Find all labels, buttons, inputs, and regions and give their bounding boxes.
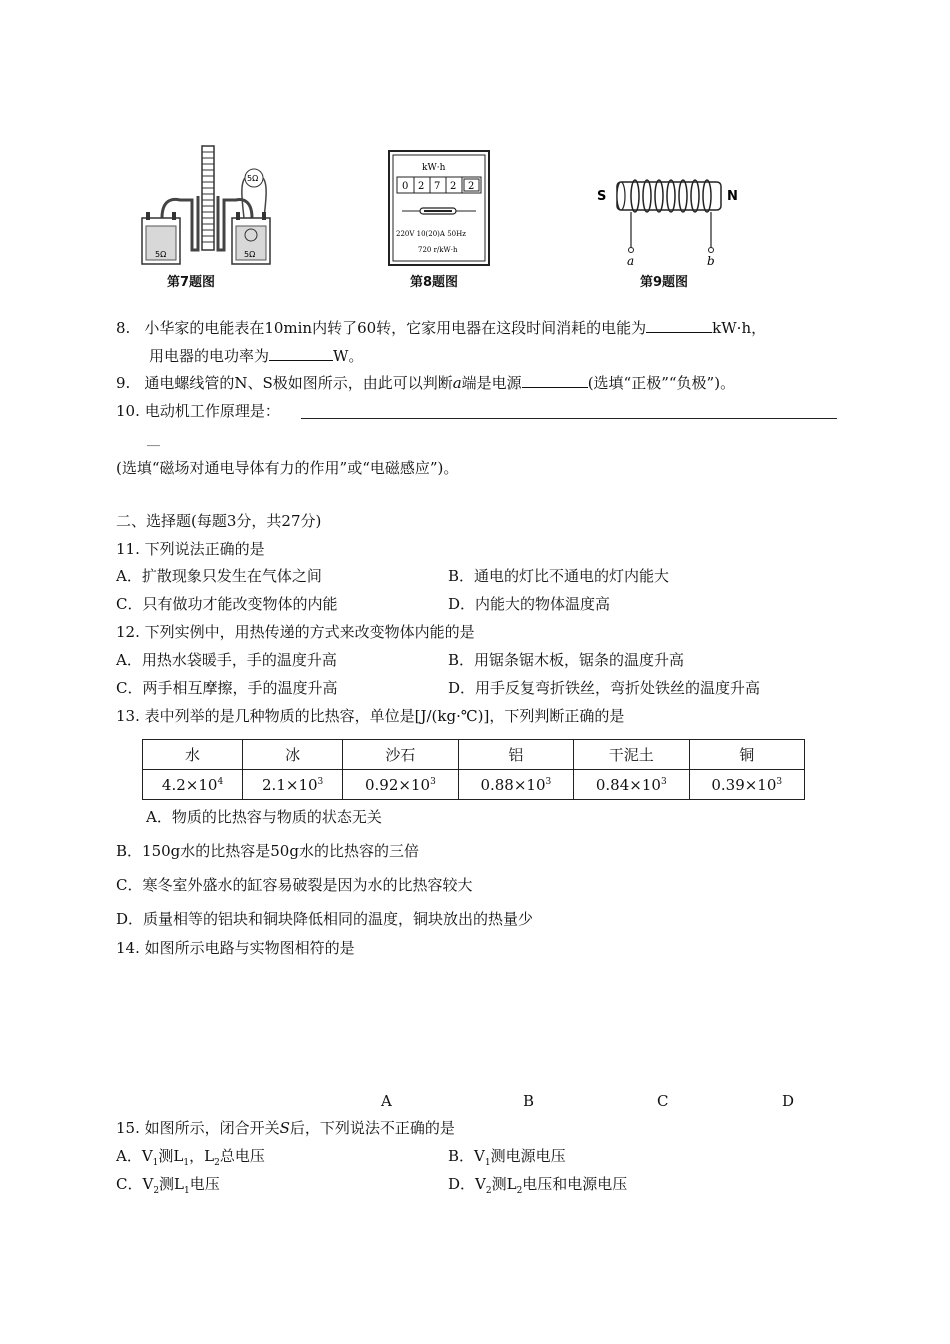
q14-label-a[interactable]: A <box>381 1092 392 1110</box>
table-header-cell: 干泥土 <box>574 740 689 770</box>
pole-s-label: S <box>597 189 607 204</box>
table-header-cell: 冰 <box>243 740 343 770</box>
q8-unit-kwh: kW·h， <box>712 319 767 337</box>
q10-number: 10. <box>116 402 140 420</box>
q13-option-b[interactable]: B．150g水的比热容是50g水的比热容的三倍 <box>116 842 419 860</box>
text-part: ，L <box>189 1147 215 1165</box>
text-part: 测L <box>159 1175 185 1193</box>
q13-option-a[interactable]: A．物质的比热容与物质的状态无关 <box>146 808 382 826</box>
text-part: 电压 <box>189 1175 220 1193</box>
meter-spec-line1: 220V 10(20)A 50Hz <box>396 230 466 238</box>
q9-number: 9. <box>116 374 131 392</box>
table-cell <box>458 770 573 800</box>
meter-unit: kW·h <box>422 163 446 173</box>
value-exponent: 3 <box>776 776 783 787</box>
table-header-row <box>143 740 805 770</box>
q9-blank[interactable] <box>522 373 588 388</box>
q9-text-a: 通电螺线管的N、S极如图所示，由此可以判断 <box>144 374 453 392</box>
meter-digit-1: 0 <box>402 181 409 192</box>
figure-7-caption: 第7题图 <box>167 275 216 290</box>
text-part: 电压和电源电压 <box>522 1175 628 1193</box>
table-header-cell: 水 <box>143 740 243 770</box>
value-base: 2.1×10 <box>262 775 318 794</box>
q8-text-b: 用电器的电功率为 <box>149 347 270 365</box>
text-part: C．V <box>116 1175 154 1193</box>
q8-text-a: 小华家的电能表在10min内转了60转，它家用电器在这段时间消耗的电能为 <box>144 319 647 337</box>
resistor-label-top: 5Ω <box>247 174 259 183</box>
figure-7 <box>132 140 282 268</box>
meter-digit-2: 2 <box>418 181 425 192</box>
value-exponent: 3 <box>317 776 324 787</box>
q9-hint: (选填“正极”“负极”)。 <box>587 374 736 392</box>
q15-stem <box>116 1118 455 1138</box>
value-base: 4.2×10 <box>161 775 218 794</box>
q8-unit-w: W。 <box>333 347 364 365</box>
text-part: 测L <box>158 1147 184 1165</box>
table-cell <box>574 770 689 800</box>
q11-option-c[interactable]: C．只有做功才能改变物体的内能 <box>116 595 338 613</box>
resistor-label-right: 5Ω <box>244 250 256 259</box>
value-exponent: 3 <box>430 776 436 787</box>
q15-stem-a: 15. 如图所示，闭合开关 <box>116 1119 280 1137</box>
text-part: A．V <box>116 1147 153 1165</box>
solenoid-image <box>595 172 745 268</box>
subscript: 1 <box>183 1158 190 1168</box>
q15-option-d[interactable] <box>448 1174 627 1201</box>
meter-digit-3: 7 <box>434 181 441 192</box>
table-header-cell: 铜 <box>689 740 805 770</box>
table-cell <box>143 770 243 800</box>
q14-label-c[interactable]: C <box>657 1092 669 1110</box>
text-part: 测电源电压 <box>490 1147 566 1165</box>
q15-option-c[interactable] <box>116 1174 220 1201</box>
figure-9 <box>595 172 745 268</box>
value-exponent: 3 <box>660 776 667 787</box>
q10-line <box>116 401 280 421</box>
table-row <box>143 770 805 800</box>
q11-option-d[interactable]: D．内能大的物体温度高 <box>448 595 611 613</box>
subscript: 1 <box>484 1158 491 1168</box>
subscript: 1 <box>152 1158 159 1168</box>
q14-label-d[interactable]: D <box>782 1092 795 1110</box>
text-part: D．V <box>448 1175 486 1193</box>
subscript: 2 <box>214 1158 220 1168</box>
value-base: 0.39×10 <box>711 775 777 794</box>
energy-meter-image <box>388 150 490 266</box>
q10-text: 电动机工作原理是： <box>144 402 280 420</box>
q14-stem: 14. 如图所示电路与实物图相符的是 <box>116 939 355 957</box>
q11-option-b[interactable]: B．通电的灯比不通电的灯内能大 <box>448 567 670 585</box>
q12-stem: 12. 下列实例中，用热传递的方式来改变物体内能的是 <box>116 623 475 641</box>
meter-spec-line2: 720 r/kW·h <box>418 246 458 254</box>
q12-option-c[interactable]: C．两手相互摩擦，手的温度升高 <box>116 679 338 697</box>
q8-line2 <box>149 346 363 366</box>
meter-digit-4: 2 <box>450 181 457 192</box>
table-header-cell: 铝 <box>458 740 573 770</box>
figure-8 <box>388 150 490 266</box>
text-part: 总电压 <box>219 1147 265 1165</box>
figure-9-caption: 第9题图 <box>640 275 689 290</box>
terminal-b-label: b <box>707 254 715 268</box>
q15-stem-b: 后，下列说法不正确的是 <box>289 1119 455 1137</box>
q15-option-a[interactable] <box>116 1146 265 1173</box>
subscript: 2 <box>516 1186 523 1196</box>
resistor-label-left: 5Ω <box>155 250 167 259</box>
q15-var-s: S <box>279 1119 290 1137</box>
subscript: 2 <box>153 1186 160 1196</box>
q10-hint: (选填“磁场对通电导体有力的作用”或“电磁感应”)。 <box>116 459 459 477</box>
value-exponent: 3 <box>545 776 552 787</box>
q12-option-a[interactable]: A．用热水袋暖手，手的温度升高 <box>116 651 337 669</box>
subscript: 1 <box>184 1186 190 1196</box>
q15-option-b[interactable] <box>448 1146 566 1173</box>
table-cell <box>689 770 805 800</box>
text-part: 测L <box>491 1175 517 1193</box>
q10-blank[interactable] <box>301 418 837 419</box>
q13-option-d[interactable]: D．质量相等的铝块和铜块降低相同的温度，铜块放出的热量少 <box>116 910 534 928</box>
q8-line1 <box>116 318 766 338</box>
q9-line <box>116 373 735 393</box>
table-cell <box>343 770 458 800</box>
value-exponent: 4 <box>217 776 224 787</box>
value-base: 0.92×10 <box>365 775 431 794</box>
subscript: 2 <box>485 1186 492 1196</box>
u-tube-apparatus-image <box>132 140 282 268</box>
table-cell <box>243 770 343 800</box>
q11-option-a[interactable]: A．扩散现象只发生在气体之间 <box>116 567 322 585</box>
q10-blank-tail: __ <box>147 432 160 447</box>
meter-digit-5: 2 <box>468 181 475 192</box>
table-header-cell: 沙石 <box>343 740 458 770</box>
terminal-a-label: a <box>627 254 635 268</box>
text-part: B．V <box>448 1147 485 1165</box>
q13-stem: 13. 表中列举的是几种物质的比热容，单位是[J/(kg·℃)]，下列判断正确的是 <box>116 707 625 725</box>
q9-text-b: 端是电源 <box>461 374 522 392</box>
q11-stem: 11. 下列说法正确的是 <box>116 540 265 558</box>
section-title: 二、选择题(每题3分，共27分) <box>116 512 322 530</box>
q8-blank-energy[interactable] <box>646 318 712 333</box>
q14-label-b[interactable]: B <box>523 1092 535 1110</box>
value-base: 0.84×10 <box>595 775 661 794</box>
value-base: 0.88×10 <box>480 775 546 794</box>
q12-option-b[interactable]: B．用锯条锯木板，锯条的温度升高 <box>448 651 685 669</box>
specific-heat-table <box>142 739 805 800</box>
q12-option-d[interactable]: D．用手反复弯折铁丝，弯折处铁丝的温度升高 <box>448 679 761 697</box>
q8-blank-power[interactable] <box>269 346 333 361</box>
q13-option-c[interactable]: C．寒冬室外盛水的缸容易破裂是因为水的比热容较大 <box>116 876 473 894</box>
figure-8-caption: 第8题图 <box>410 275 459 290</box>
pole-n-label: N <box>727 189 738 204</box>
q8-number: 8. <box>116 319 131 337</box>
q9-var-a: a <box>452 374 462 392</box>
